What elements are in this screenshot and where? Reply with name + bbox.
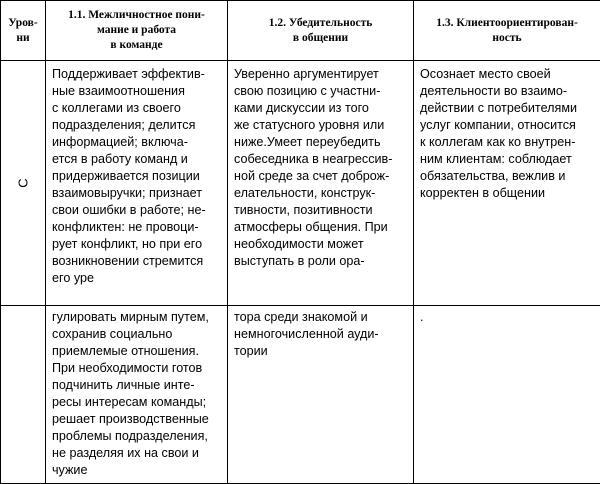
level-cell [1,61,46,306]
table-row [1,306,600,484]
header-client-orientation: 1.3. Клиентоориентирован- ность [414,1,600,61]
cell-persuasiveness: тора среди знакомой и немногочисленной ауди- тории [228,306,414,484]
table-row [1,61,600,306]
level-cell [1,306,46,484]
cell-persuasiveness: Уверенно аргументирует свою позицию с участни- ками дискуссии из того же статусного уровня или ниже.Умеет переубедить собеседника в неагрессив- ной среде за счет доброж- елательности, конструк- тивности, позитивности атмосферы общения. При необходимости может выступать в роли ора- [228,61,414,306]
table-header-row [1,1,600,61]
cell-interpersonal: Поддерживает эффектив- ные взаимоотношения с коллегами из своего подразделения; делится информацией; включа- ется в работу команд и придерживается позиции взаимовыручки; признает свои ошибки в работе; не- конфликтен: не провоци- рует конфликт, но при его возникновении стремится его уре [46,61,228,306]
header-persuasiveness: 1.2. Убедительность в общении [228,1,414,61]
cell-interpersonal: гулировать мирным путем, сохранив социально приемлемые отношения. При необходимости готов подчинить личные инте- ресы интересам команды; решает производственные проблемы подразделения, не разделяя их на свои и чужие [46,306,228,484]
level-label: С [16,178,31,187]
header-interpersonal: 1.1. Межличностное пони- мание и работа в команде [46,1,228,61]
header-levels: Уров- ни [1,1,46,61]
cell-client-orientation: Осознает место своей деятельности во взаимо- действии с потребителями услуг компании, относится к коллегам как ко внутрен- ним клиентам: соблюдает обязательства, вежлив и корректен в общении [414,61,600,306]
cell-client-orientation: . [414,306,600,484]
